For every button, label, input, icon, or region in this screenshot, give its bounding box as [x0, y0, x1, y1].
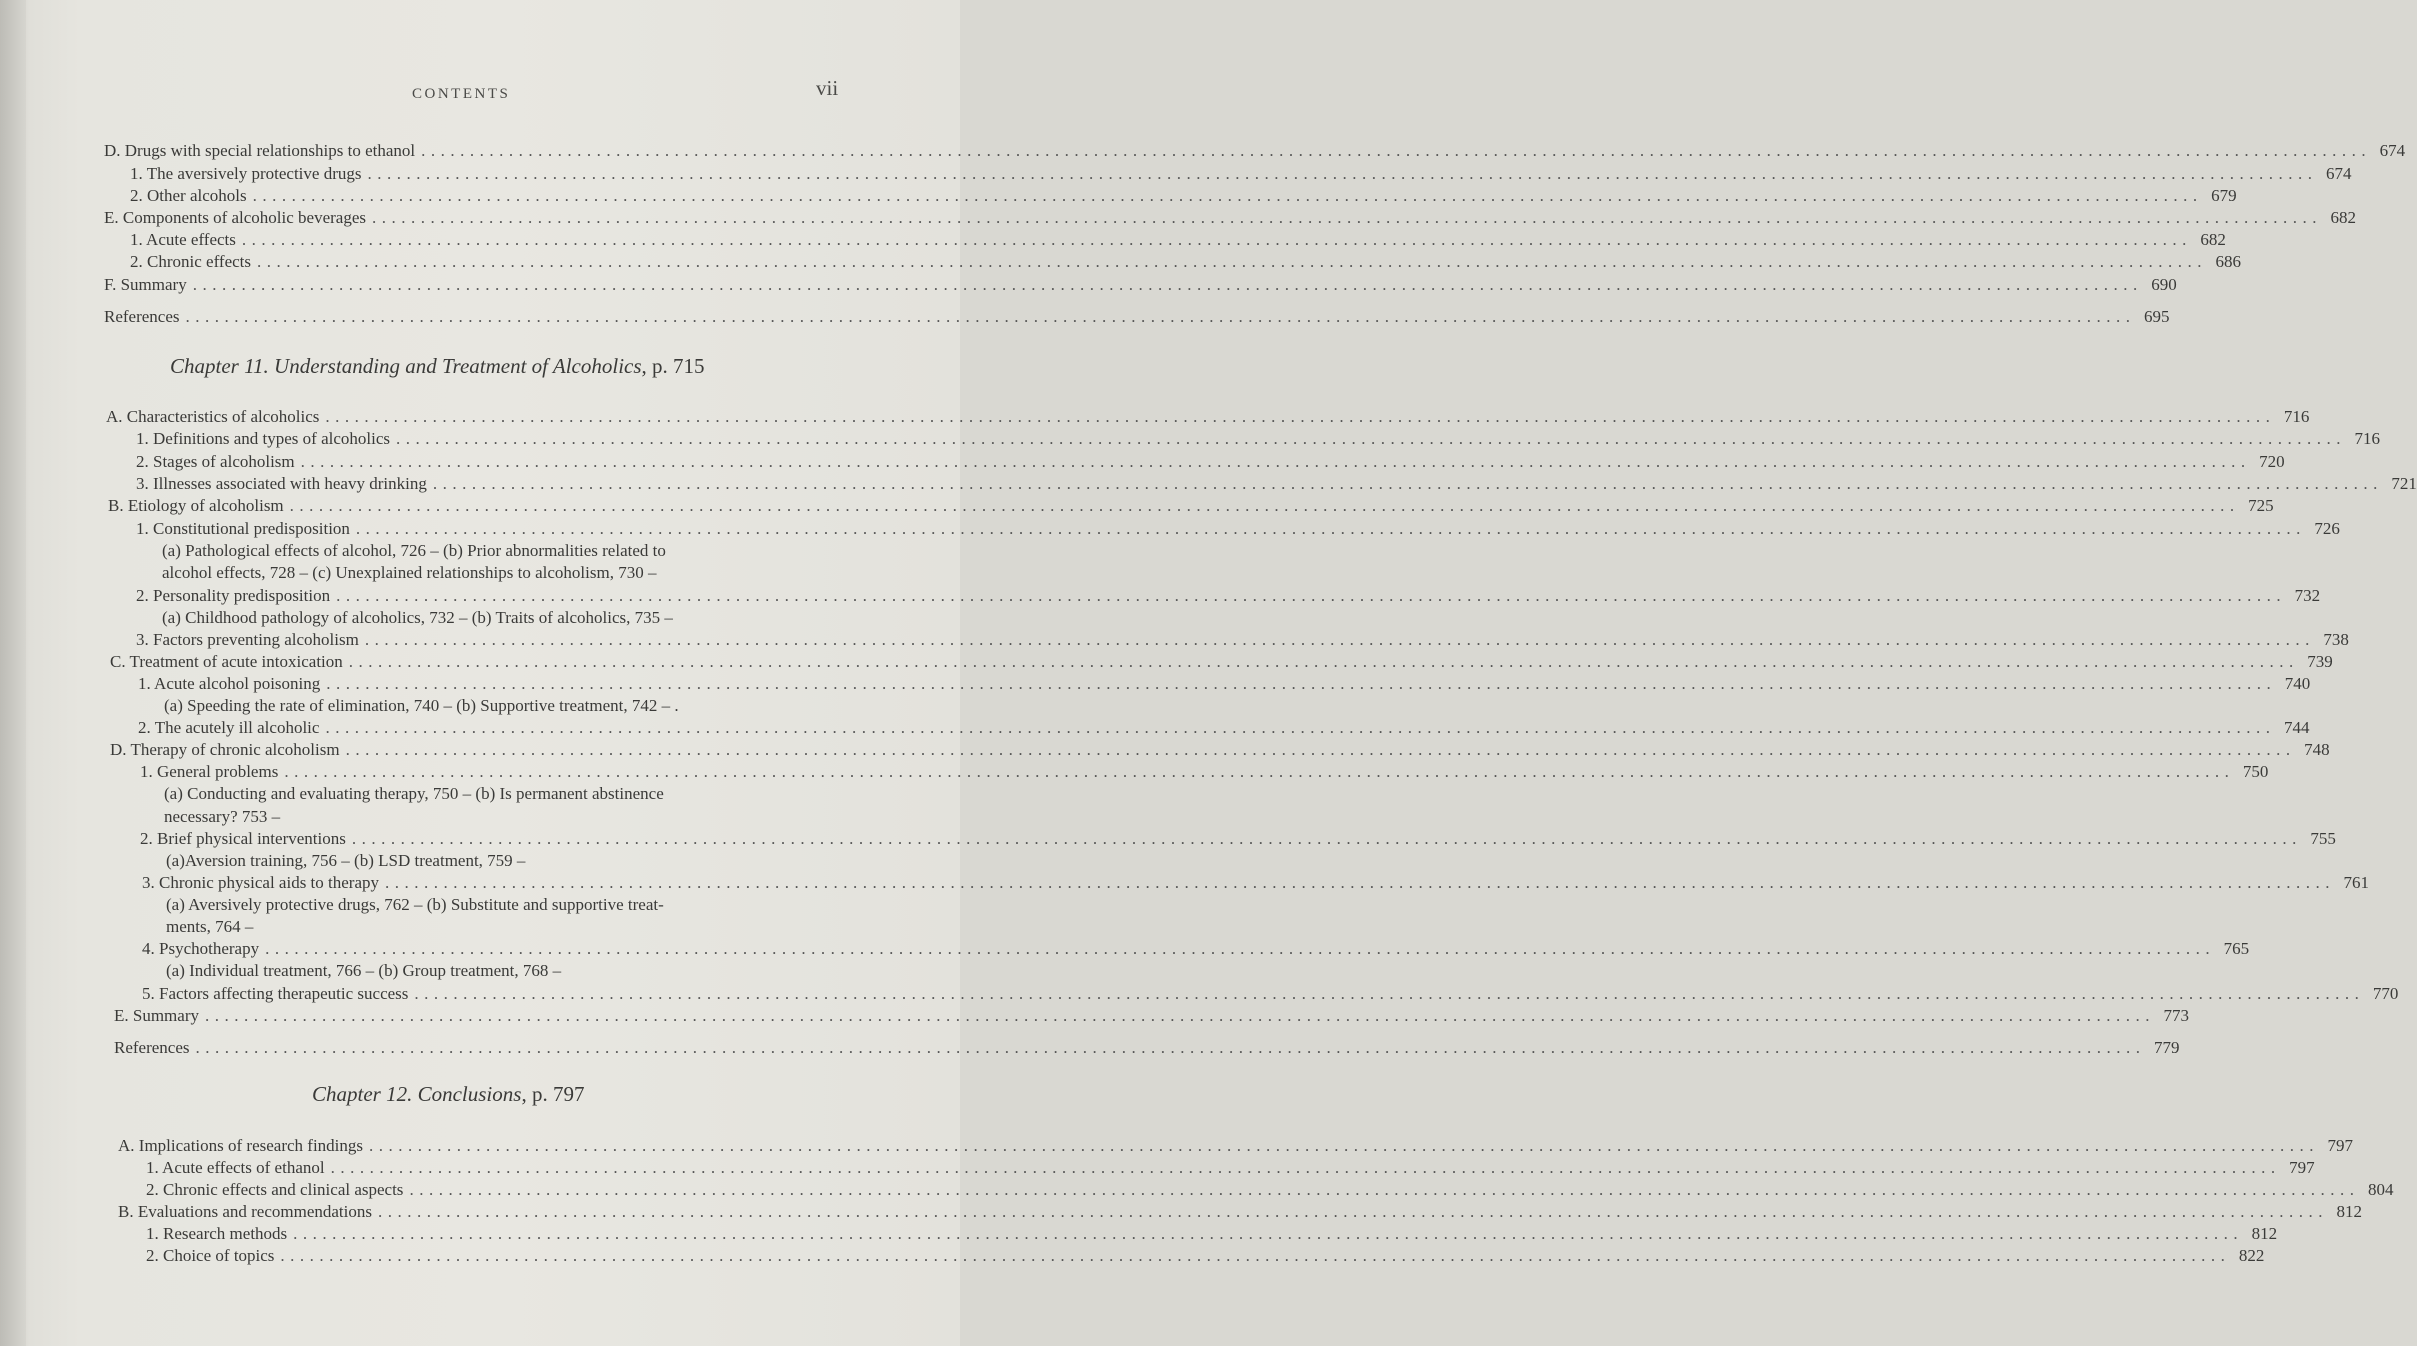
toc-subtopics: (a)Aversion training, 756 – (b) LSD treatment, 759 – [166, 851, 526, 870]
dot-leader: ........................................................................................................................................................................................................ [185, 307, 2136, 326]
toc-entry-page: 732 [2294, 586, 2321, 605]
toc-entry-page: 812 [2251, 1224, 2278, 1243]
toc-entry [136, 585, 2321, 607]
toc-entry [104, 207, 2357, 229]
toc-entry-page: 797 [2289, 1158, 2315, 1177]
toc-subtopics: ments, 764 – [166, 917, 254, 936]
toc-entry [118, 1135, 2354, 1157]
toc-entry-page: 797 [2327, 1136, 2354, 1155]
toc-entry-label: B. Etiology of alcoholism [108, 496, 284, 515]
dot-leader: ........................................................................................................................................................................................................ [330, 1158, 2281, 1177]
toc-entry-label: C. Treatment of acute intoxication [110, 652, 343, 671]
toc-entry [136, 473, 2417, 495]
dot-leader: ........................................................................................................................................................................................................ [326, 674, 2277, 693]
toc-subtopics: (a) Childhood pathology of alcoholics, 732 – (b) Traits of alcoholics, 735 – [162, 608, 673, 627]
toc-entry-label: 4. Psychotherapy [142, 939, 260, 958]
toc-entry [140, 761, 2269, 783]
toc-entry-label: References [104, 307, 180, 326]
dot-leader: ........................................................................................................................................................................................................ [369, 1136, 2320, 1155]
page-header [100, 76, 860, 108]
toc-entry [114, 1005, 2189, 1027]
toc-entry-page: 770 [2372, 984, 2399, 1003]
dot-leader: ........................................................................................................................................................................................................ [265, 939, 2216, 958]
dot-leader: ........................................................................................................................................................................................................ [280, 1246, 2231, 1265]
toc-entry [136, 518, 2340, 540]
toc-entry-label: 3. Chronic physical aids to therapy [142, 873, 380, 892]
toc-entry-page: 721 [2391, 474, 2417, 493]
toc-entry [110, 739, 2330, 761]
toc-entry-page: 779 [2154, 1038, 2180, 1057]
toc-entry-label: 2. Personality predisposition [136, 586, 331, 605]
toc-entry [142, 872, 2370, 894]
dot-leader: ........................................................................................................................................................................................................ [396, 429, 2347, 448]
toc-entry-page: 804 [2367, 1180, 2394, 1199]
toc-entry [114, 1037, 2180, 1059]
toc-entry-label: B. Evaluations and recommendations [118, 1202, 372, 1221]
toc-entry-page: 716 [2354, 429, 2381, 448]
toc-entry-label: 2. Brief physical interventions [140, 829, 346, 848]
toc-entry-page: 725 [2248, 496, 2274, 515]
toc-entry-label: F. Summary [104, 275, 187, 294]
toc-entry-label: 2. Chronic effects [130, 252, 252, 271]
toc-entry [104, 306, 2170, 328]
toc-entry-label: E. Summary [114, 1006, 199, 1025]
toc-entry-page: 716 [2283, 407, 2310, 426]
dot-leader: ........................................................................................................................................................................................................ [345, 740, 2296, 759]
dot-leader: ........................................................................................................................................................................................................ [355, 519, 2306, 538]
dot-leader: ........................................................................................................................................................................................................ [364, 630, 2315, 649]
toc-entry-label: 3. Factors preventing alcoholism [136, 630, 359, 649]
dot-leader: ........................................................................................................................................................................................................ [293, 1224, 2244, 1243]
dot-leader: ........................................................................................................................................................................................................ [432, 474, 2383, 493]
toc-entry-label: 1. Research methods [146, 1224, 288, 1243]
dot-leader: ........................................................................................................................................................................................................ [325, 718, 2276, 737]
book-gutter [0, 0, 26, 1346]
toc-entry-page: 812 [2336, 1202, 2362, 1221]
toc-entry-page: 682 [2200, 230, 2226, 249]
toc-entry-page: 720 [2259, 452, 2285, 471]
dot-leader: ........................................................................................................................................................................................................ [195, 1038, 2146, 1057]
toc-entry-label: 2. Chronic effects and clinical aspects [146, 1180, 404, 1199]
toc-entry [104, 274, 2177, 296]
toc-entry-label: D. Therapy of chronic alcoholism [110, 740, 340, 759]
page-number: vii [816, 76, 839, 100]
dot-leader: ........................................................................................................................................................................................................ [378, 1202, 2328, 1221]
toc-entry [140, 828, 2336, 850]
toc-entry-page: 744 [2283, 718, 2310, 737]
toc-entry-label: 5. Factors affecting therapeutic success [142, 984, 409, 1003]
dot-leader: ........................................................................................................................................................................................................ [257, 252, 2208, 271]
dot-leader: ........................................................................................................................................................................................................ [385, 873, 2336, 892]
toc-entry-page: 740 [2284, 674, 2311, 693]
toc-entry [108, 495, 2274, 517]
toc-entry [136, 629, 2349, 651]
dot-leader: ........................................................................................................................................................................................................ [409, 1180, 2360, 1199]
toc-subtopics: (a) Conducting and evaluating therapy, 750 – (b) Is permanent abstinence [164, 784, 664, 803]
toc-subtopics: (a) Pathological effects of alcohol, 726 – (b) Prior abnormalities related to [162, 541, 666, 560]
toc-entry [146, 1245, 2265, 1267]
toc-entry [136, 451, 2285, 473]
toc-entry [138, 673, 2311, 695]
toc-entry [104, 140, 2406, 162]
toc-entry-label: 1. Acute effects [130, 230, 236, 249]
dot-leader: ........................................................................................................................................................................................................ [348, 652, 2299, 671]
toc-entry-label: 3. Illnesses associated with heavy drinking [136, 474, 427, 493]
toc-entry-label: 1. Constitutional predisposition [136, 519, 350, 538]
toc-entry-page: 674 [2379, 141, 2406, 160]
dot-leader: ........................................................................................................................................................................................................ [372, 208, 2323, 227]
toc-entry [130, 229, 2226, 251]
dot-leader: ........................................................................................................................................................................................................ [325, 407, 2276, 426]
toc-entry-page: 690 [2151, 275, 2177, 294]
toc-entry [106, 406, 2310, 428]
toc-entry-page: 761 [2343, 873, 2370, 892]
toc-entry-page: 686 [2215, 252, 2242, 271]
dot-leader: ........................................................................................................................................................................................................ [192, 275, 2143, 294]
toc-subtopics: necessary? 753 – [164, 807, 281, 826]
toc-entry-page: 773 [2163, 1006, 2189, 1025]
toc-entry-label: 2. Other alcohols [130, 186, 247, 205]
dot-leader: ........................................................................................................................................................................................................ [421, 141, 2372, 160]
toc-entry-page: 765 [2223, 939, 2250, 958]
dot-leader: ........................................................................................................................................................................................................ [241, 230, 2192, 249]
toc-entry [130, 185, 2237, 207]
dot-leader: ........................................................................................................................................................................................................ [205, 1006, 2155, 1025]
chapter-12-title: Chapter 12. Conclusions, p. 797 [312, 1082, 585, 1106]
toc-subtopics: (a) Aversively protective drugs, 762 – (b) Substitute and supportive treat- [166, 895, 664, 914]
toc-entry-label: References [114, 1038, 190, 1057]
toc-entry-page: 750 [2242, 762, 2269, 781]
toc-entry-page: 726 [2314, 519, 2340, 538]
toc-entry [136, 428, 2381, 450]
toc-entry [138, 717, 2310, 739]
toc-entry [110, 651, 2333, 673]
toc-entry-label: 1. General problems [140, 762, 279, 781]
toc-entry-page: 695 [2144, 307, 2170, 326]
toc-entry-label: D. Drugs with special relationships to ethanol [104, 141, 416, 160]
running-head: CONTENTS [412, 86, 511, 102]
toc-entry-page: 755 [2310, 829, 2336, 848]
toc-entry [142, 983, 2399, 1005]
toc-entry-page: 748 [2304, 740, 2330, 759]
toc-entry [146, 1223, 2278, 1245]
toc-entry [146, 1179, 2394, 1201]
toc-entry-page: 739 [2307, 652, 2333, 671]
toc-entry-page: 822 [2238, 1246, 2265, 1265]
toc-entry-label: A. Implications of research findings [118, 1136, 364, 1155]
toc-entry-label: A. Characteristics of alcoholics [106, 407, 320, 426]
toc-entry-page: 679 [2211, 186, 2237, 205]
dot-leader: ........................................................................................................................................................................................................ [414, 984, 2365, 1003]
toc-entry-label: 2. Choice of topics [146, 1246, 275, 1265]
dot-leader: ........................................................................................................................................................................................................ [336, 586, 2287, 605]
dot-leader: ........................................................................................................................................................................................................ [284, 762, 2235, 781]
toc-entry [130, 251, 2242, 273]
toc-subtopics: (a) Individual treatment, 766 – (b) Group treatment, 768 – [166, 961, 562, 980]
toc-entry-label: 2. Stages of alcoholism [136, 452, 295, 471]
toc-entry-label: 1. Acute effects of ethanol [146, 1158, 325, 1177]
toc-entry-page: 682 [2330, 208, 2357, 227]
toc-entry-label: 1. Definitions and types of alcoholics [136, 429, 391, 448]
dot-leader: ........................................................................................................................................................................................................ [351, 829, 2302, 848]
toc-entry [146, 1157, 2315, 1179]
toc-subtopics: (a) Speeding the rate of elimination, 740 – (b) Supportive treatment, 742 – . [164, 696, 679, 715]
toc-entry [130, 163, 2352, 185]
toc-entry-label: 1. Acute alcohol poisoning [138, 674, 321, 693]
toc-entry [142, 938, 2250, 960]
toc-entry-label: E. Components of alcoholic beverages [104, 208, 367, 227]
dot-leader: ........................................................................................................................................................................................................ [289, 496, 2240, 515]
toc-entry-label: 1. The aversively protective drugs [130, 164, 362, 183]
toc-subtopics: alcohol effects, 728 – (c) Unexplained relationships to alcoholism, 730 – [162, 563, 657, 582]
chapter-11-title: Chapter 11. Understanding and Treatment of Alcoholics, p. 715 [170, 354, 705, 378]
toc-entry-page: 674 [2325, 164, 2352, 183]
dot-leader: ........................................................................................................................................................................................................ [300, 452, 2251, 471]
toc-entry-label: 2. The acutely ill alcoholic [138, 718, 320, 737]
dot-leader: ........................................................................................................................................................................................................ [367, 164, 2318, 183]
dot-leader: ........................................................................................................................................................................................................ [252, 186, 2203, 205]
toc-entry-page: 738 [2323, 630, 2349, 649]
toc-entry [118, 1201, 2362, 1223]
